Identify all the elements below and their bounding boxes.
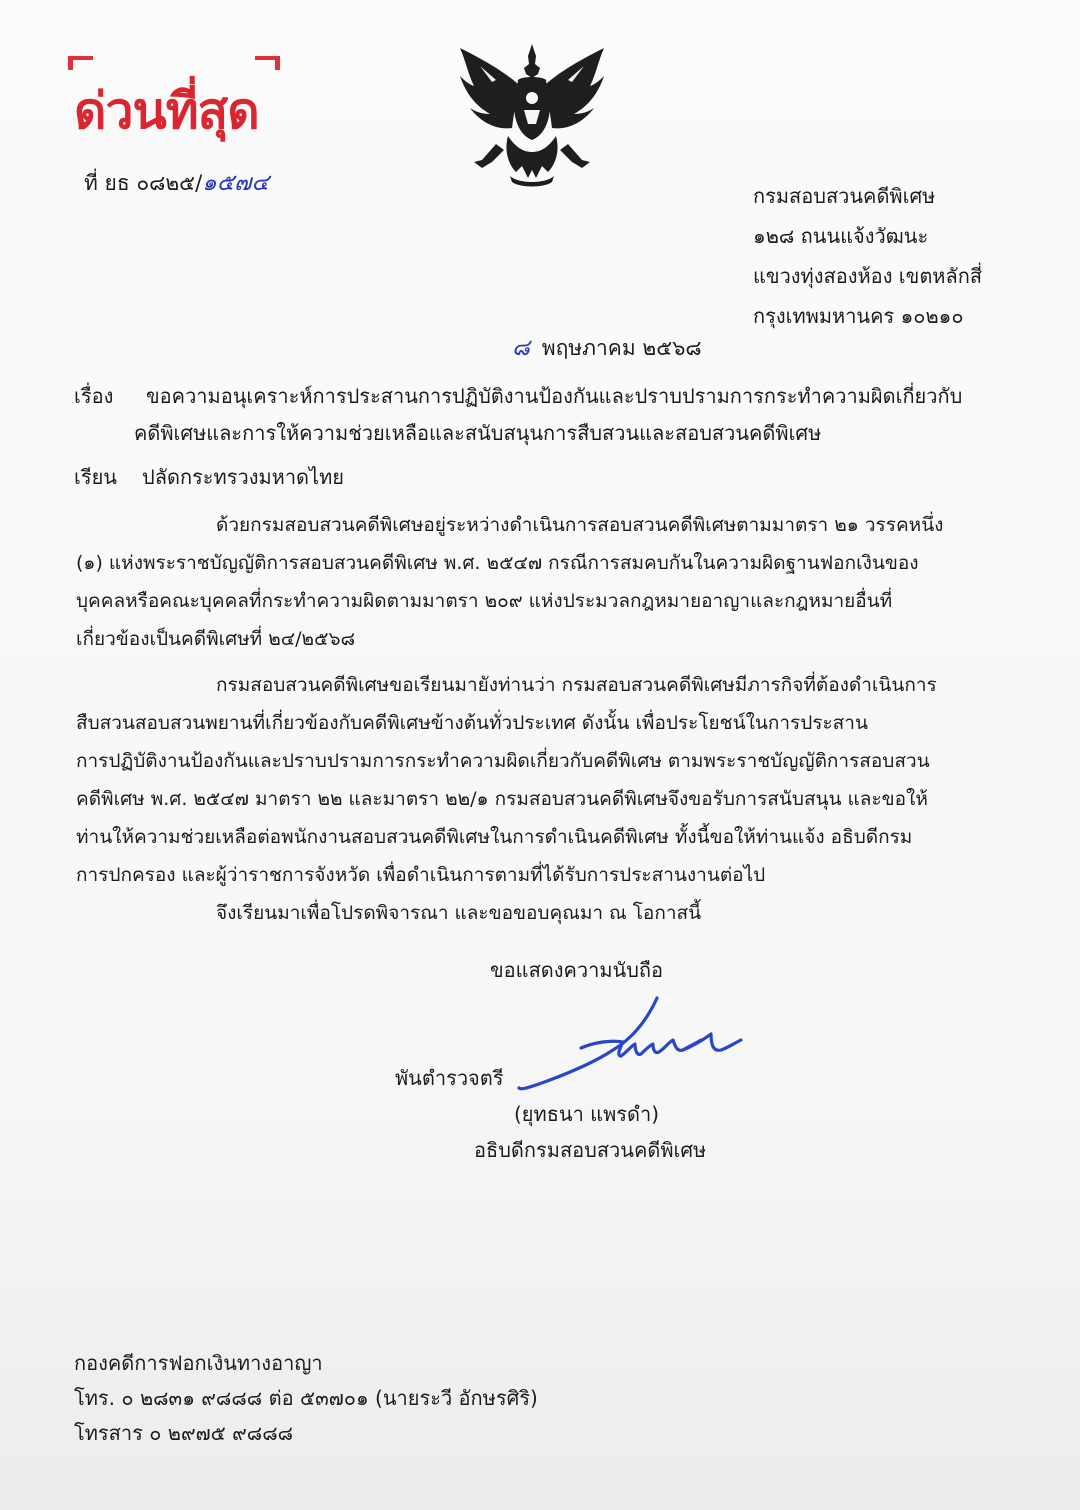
handwritten-signature <box>515 990 755 1100</box>
body-paragraph-1 <box>76 506 986 658</box>
address-line: กรุงเทพมหานคร ๑๐๒๑๐ <box>753 304 964 328</box>
date-month-year: พฤษภาคม ๒๕๖๘ <box>541 336 702 360</box>
address-line: ๑๒๘ ถนนแจ้งวัฒนะ <box>753 224 929 248</box>
reference-handwritten-number: ๑๕๗๔ <box>202 170 269 196</box>
reference-number <box>84 168 269 198</box>
paragraph-line: บุคคลหรือคณะบุคคลที่กระทำความผิดตามมาตรา ๒๐๙ แห่งประมวลกฎหมายอาญาและกฎหมายอื่นที่ <box>76 590 893 612</box>
stamp-corner-right <box>255 56 280 70</box>
signer-rank: พันตำรวจตรี <box>395 1066 504 1090</box>
urgent-stamp-text: ด่วนที่สุด <box>74 82 259 140</box>
footer-department: กองคดีการฟอกเงินทางอาญา <box>74 1351 323 1375</box>
paragraph-line: การปฏิบัติงานป้องกันและปราบปรามการกระทำความผิดเกี่ยวกับคดีพิเศษ ตามพระราชบัญญัติการสอบสวน <box>76 750 930 772</box>
paragraph-line: การปกครอง และผู้ว่าราชการจังหวัด เพื่อดำเนินการตามที่ได้รับการประสานงานต่อไป <box>76 864 766 886</box>
subject-label: เรื่อง <box>74 384 114 408</box>
salutation-label: เรียน <box>74 465 117 489</box>
subject-line: ขอความอนุเคราะห์การประสานการปฏิบัติงานป้องกันและปราบปรามการกระทำความผิดเกี่ยวกับ <box>146 384 963 408</box>
urgent-stamp <box>68 56 280 166</box>
paragraph-line: (๑) แห่งพระราชบัญญัติการสอบสวนคดีพิเศษ พ.ศ. ๒๕๔๗ กรณีการสมคบกันในความผิดฐานฟอกเงินของ <box>76 552 919 574</box>
footer-fax: โทรสาร ๐ ๒๙๗๕ ๙๘๘๘ <box>74 1421 294 1445</box>
body-paragraph-2 <box>76 666 986 894</box>
sender-address <box>753 176 1053 336</box>
letter-date <box>512 330 702 366</box>
paragraph-line: เกี่ยวข้องเป็นคดีพิเศษที่ ๒๔/๒๕๖๘ <box>76 628 356 650</box>
paragraph-line: กรมสอบสวนคดีพิเศษขอเรียนมายังท่านว่า กรมสอบสวนคดีพิเศษมีภารกิจที่ต้องดำเนินการ <box>216 674 937 696</box>
signer-title: อธิบดีกรมสอบสวนคดีพิเศษ <box>474 1138 707 1162</box>
date-day-handwritten: ๘ <box>512 335 530 361</box>
subject-block <box>74 378 994 452</box>
paragraph-line: คดีพิเศษ พ.ศ. ๒๕๔๗ มาตรา ๒๒ และมาตรา ๒๒/๑ กรมสอบสวนคดีพิเศษจึงขอรับการสนับสนุน และขอให้ <box>76 788 928 810</box>
reference-prefix: ที่ ยธ ๐๘๒๕/ <box>84 171 203 195</box>
paragraph-line: จึงเรียนมาเพื่อโปรดพิจารณา และขอขอบคุณมา ณ โอกาสนี้ <box>216 902 702 924</box>
closing-phrase: ขอแสดงความนับถือ <box>490 958 664 982</box>
address-line: แขวงทุ่งสองห้อง เขตหลักสี่ <box>753 264 983 288</box>
salutation <box>74 460 344 494</box>
address-line: กรมสอบสวนคดีพิเศษ <box>753 184 936 208</box>
body-paragraph-3 <box>76 894 986 932</box>
subject-line: คดีพิเศษและการให้ความช่วยเหลือและสนับสนุนการสืบสวนและสอบสวนคดีพิเศษ <box>134 421 822 445</box>
contact-footer <box>74 1346 538 1451</box>
paragraph-line: ด้วยกรมสอบสวนคดีพิเศษอยู่ระหว่างดำเนินการสอบสวนคดีพิเศษตามมาตรา ๒๑ วรรคหนึ่ง <box>216 514 944 536</box>
recipient: ปลัดกระทรวงมหาดไทย <box>142 465 345 489</box>
footer-phone: โทร. ๐ ๒๘๓๑ ๙๘๘๘ ต่อ ๕๓๗๐๑ (นายระวี อักษรศิริ) <box>74 1386 538 1410</box>
signer-name: (ยุทธนา แพรดำ) <box>514 1102 660 1126</box>
garuda-emblem-icon <box>452 40 612 190</box>
paragraph-line: สืบสวนสอบสวนพยานที่เกี่ยวข้องกับคดีพิเศษข้างต้นทั่วประเทศ ดังนั้น เพื่อประโยชน์ในการประสาน <box>76 712 868 734</box>
paragraph-line: ท่านให้ความช่วยเหลือต่อพนักงานสอบสวนคดีพิเศษในการดำเนินคดีพิเศษ ทั้งนี้ขอให้ท่านแจ้ง อธิบดีกรม <box>76 826 913 848</box>
